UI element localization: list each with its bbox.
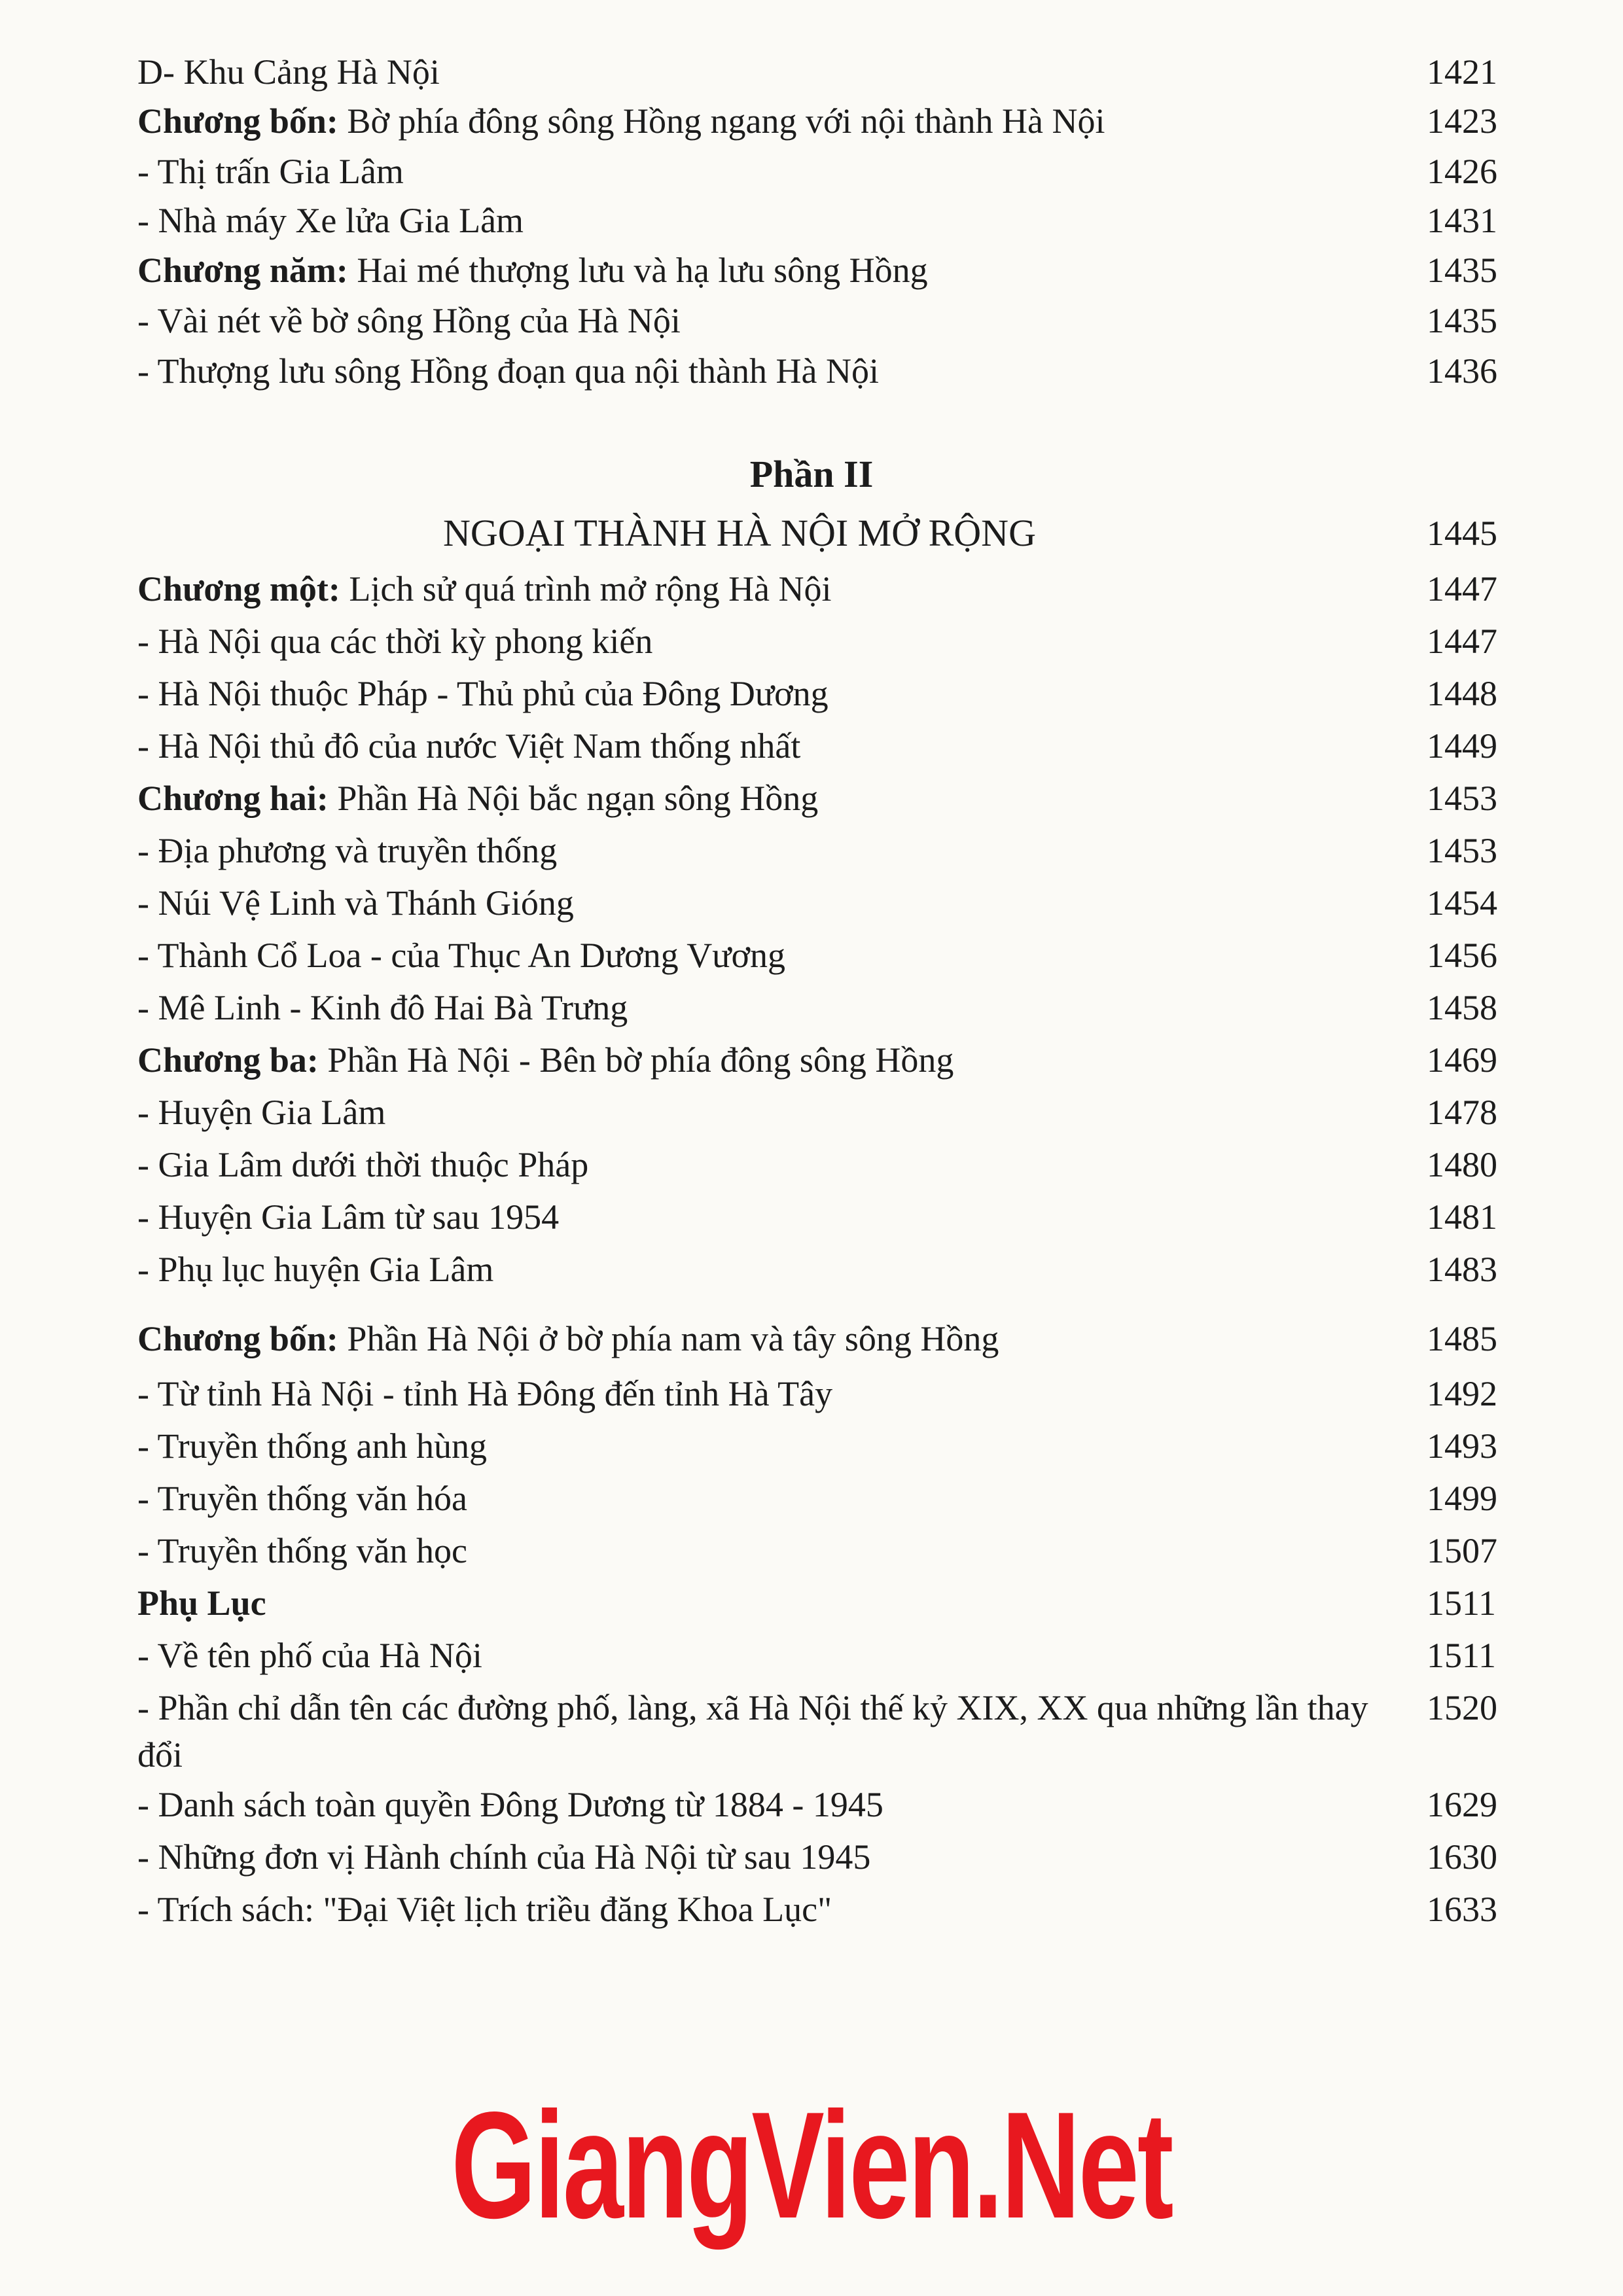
entry-page: 1507 (1427, 1531, 1497, 1570)
entry-page: 1453 (1427, 779, 1497, 818)
entry-page: 1453 (1427, 831, 1497, 870)
watermark-logo: GiangVien.Net (451, 2081, 1172, 2250)
entry-title: - Núi Vệ Linh và Thánh Gióng (137, 883, 574, 923)
entry-page: 1454 (1427, 883, 1497, 923)
toc-entry (0, 667, 1623, 720)
toc-entry (0, 1684, 1623, 1782)
toc-entry (0, 1139, 1623, 1191)
entry-page: 1633 (1427, 1890, 1497, 1929)
entry-title: - Trích sách: "Đại Việt lịch triều đăng Khoa Lục" (137, 1890, 832, 1929)
toc-entry (0, 1472, 1623, 1525)
entry-title: Phụ Lục (137, 1583, 266, 1623)
entry-page: 1448 (1427, 674, 1497, 713)
entry-title: Chương ba: Phần Hà Nội - Bên bờ phía đông sông Hồng (137, 1040, 954, 1080)
entry-title: - Phần chỉ dẫn tên các đường phố, làng, xã Hà Nội thế kỷ XIX, XX qua những lần thay đổi (137, 1688, 1368, 1775)
toc-entry (0, 1420, 1623, 1472)
toc-entry (0, 1883, 1623, 1935)
toc-chapter (0, 563, 1623, 615)
entry-title: - Phụ lục huyện Gia Lâm (137, 1250, 494, 1289)
entry-title: - Những đơn vị Hành chính của Hà Nội từ sau 1945 (137, 1837, 871, 1877)
entry-page: 1481 (1427, 1197, 1497, 1237)
entry-title: - Truyền thống văn học (137, 1531, 467, 1570)
toc-entry (0, 1243, 1623, 1296)
entry-title: - Huyện Gia Lâm (137, 1093, 386, 1132)
part-title-page: 1445 (1427, 514, 1497, 553)
entry-title: - Nhà máy Xe lửa Gia Lâm (137, 201, 524, 240)
entry-page: 1492 (1427, 1374, 1497, 1413)
toc-chapter (0, 95, 1623, 147)
entry-page: 1483 (1427, 1250, 1497, 1289)
entry-page: 1421 (1427, 52, 1497, 92)
toc-entry (0, 1831, 1623, 1883)
entry-title: - Truyền thống văn hóa (137, 1479, 467, 1518)
entry-page: 1469 (1427, 1040, 1497, 1080)
toc-entry (0, 345, 1623, 397)
toc-entry (0, 194, 1623, 247)
toc-chapter (0, 772, 1623, 824)
entry-page: 1485 (1427, 1319, 1497, 1358)
entry-title: - Hà Nội qua các thời kỳ phong kiến (137, 622, 653, 661)
entry-title: - Thị trấn Gia Lâm (137, 152, 404, 191)
part-heading: Phần II (749, 453, 874, 495)
entry-page: 1511 (1427, 1636, 1496, 1675)
entry-page: 1480 (1427, 1145, 1497, 1184)
entry-page: 1458 (1427, 988, 1497, 1027)
entry-page: 1511 (1427, 1583, 1496, 1623)
entry-title: D- Khu Cảng Hà Nội (137, 52, 440, 92)
entry-title: Chương một: Lịch sử quá trình mở rộng Hà Nội (137, 569, 832, 609)
toc-chapter (0, 1034, 1623, 1086)
entry-page: 1630 (1427, 1837, 1497, 1877)
entry-title: - Danh sách toàn quyền Đông Dương từ 1884 - 1945 (137, 1785, 883, 1824)
entry-title: - Hà Nội thuộc Pháp - Thủ phủ của Đông Dương (137, 674, 829, 713)
entry-page: 1435 (1427, 251, 1497, 290)
toc-entry (0, 1525, 1623, 1577)
toc-entry (0, 46, 1623, 98)
entry-title: - Truyền thống anh hùng (137, 1426, 488, 1466)
part-title: NGOẠI THÀNH HÀ NỘI MỞ RỘNG (443, 512, 1036, 554)
entry-title: - Vài nét về bờ sông Hồng của Hà Nội (137, 301, 681, 340)
entry-title: Chương năm: Hai mé thượng lưu và hạ lưu sông Hồng (137, 251, 928, 290)
entry-page: 1449 (1427, 726, 1497, 766)
entry-title: - Thượng lưu sông Hồng đoạn qua nội thành Hà Nội (137, 351, 879, 391)
toc-appendix (0, 1577, 1623, 1629)
entry-title: - Gia Lâm dưới thời thuộc Pháp (137, 1145, 589, 1184)
toc-entry (0, 615, 1623, 667)
entry-page: 1493 (1427, 1426, 1497, 1466)
entry-title: - Hà Nội thủ đô của nước Việt Nam thống nhất (137, 726, 801, 766)
toc-entry (0, 1368, 1623, 1420)
entry-title: Chương bốn: Phần Hà Nội ở bờ phía nam và tây sông Hồng (137, 1319, 999, 1358)
entry-title: - Địa phương và truyền thống (137, 831, 558, 870)
toc-entry (0, 1629, 1623, 1682)
entry-page: 1447 (1427, 622, 1497, 661)
entry-page: 1499 (1427, 1479, 1497, 1518)
toc-entry (0, 145, 1623, 198)
entry-page: 1447 (1427, 569, 1497, 609)
entry-page: 1436 (1427, 351, 1497, 391)
toc-entry (0, 720, 1623, 772)
entry-title: - Về tên phố của Hà Nội (137, 1636, 482, 1675)
entry-title: Chương hai: Phần Hà Nội bắc ngạn sông Hồng (137, 779, 819, 818)
entry-title: - Thành Cổ Loa - của Thục An Dương Vương (137, 936, 786, 975)
entry-page: 1426 (1427, 152, 1497, 191)
toc-entry (0, 294, 1623, 347)
entry-page: 1520 (1427, 1688, 1497, 1727)
toc-entry (0, 1778, 1623, 1831)
entry-page: 1478 (1427, 1093, 1497, 1132)
toc-chapter (0, 244, 1623, 296)
toc-entry (0, 877, 1623, 929)
entry-page: 1435 (1427, 301, 1497, 340)
toc-entry (0, 1086, 1623, 1139)
entry-page: 1456 (1427, 936, 1497, 975)
toc-entry (0, 1191, 1623, 1243)
entry-title: - Từ tỉnh Hà Nội - tỉnh Hà Đông đến tỉnh Hà Tây (137, 1374, 833, 1413)
entry-page: 1423 (1427, 101, 1497, 141)
toc-entry (0, 824, 1623, 877)
toc-entry (0, 929, 1623, 981)
entry-title: Chương bốn: Bờ phía đông sông Hồng ngang với nội thành Hà Nội (137, 101, 1105, 141)
toc-chapter (0, 1313, 1623, 1365)
entry-page: 1629 (1427, 1785, 1497, 1824)
entry-title: - Mê Linh - Kinh đô Hai Bà Trưng (137, 988, 628, 1027)
entry-title: - Huyện Gia Lâm từ sau 1954 (137, 1197, 560, 1237)
toc-entry (0, 981, 1623, 1034)
entry-page: 1431 (1427, 201, 1497, 240)
